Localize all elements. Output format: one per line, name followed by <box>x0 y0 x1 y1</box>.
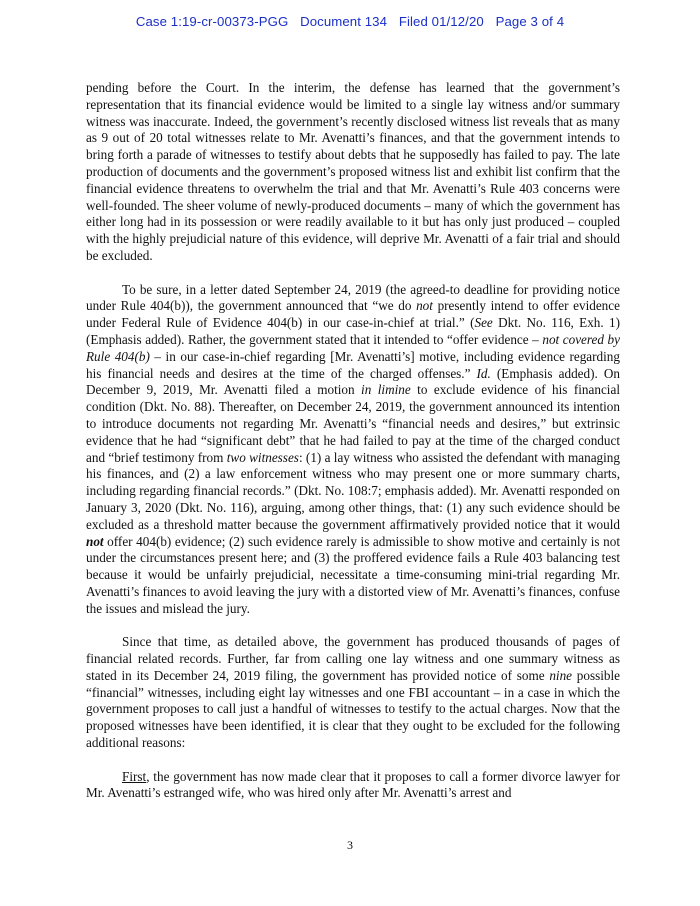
document-body <box>86 80 620 819</box>
case-number: Case 1:19-cr-00373-PGG <box>135 14 289 29</box>
document-number: Document 134 <box>300 14 388 29</box>
text-run: offer 404(b) evidence; (2) such evidence rarely is admissible to show motive and certainly is not under the circumstances present here; and (3) the proffered evidence fails a Rule 403 balancing test because it would be unfairly prejudicial, necessitate a time-consuming mini-trial regarding Mr. Avenatti’s finances to avoid leaving the jury with a distorted view of Mr. Avenatti’s finances, confuse the issues and mislead the jury. <box>86 533 620 616</box>
emphasis-text: nine <box>549 667 573 683</box>
paragraph-continued: pending before the Court. In the interim, the defense has learned that the government’s representation that its financial evidence would be limited to a single lay witness and/or summary witness was inaccurate. Indeed, the government’s recently disclosed witness list reveals that as many as 9 out of 20 total witnesses relate to Mr. Avenatti’s finances, and that the government intends to bring forth a parade of witnesses to testify about debts that he supposedly has failed to pay. The late production of documents and the government’s proposed witness list and exhibit list confirm that the financial evidence threatens to overwhelm the trial and that Mr. Avenatti’s Rule 403 concerns were well-founded. The sheer volume of newly-produced documents – many of which the government has either long had in its possession or were readily available to it but has only just produced – coupled with the highly prejudicial nature of this evidence, will deprive Mr. Avenatti of a fair trial and should be excluded. <box>86 80 620 263</box>
emphasis-text: See <box>474 315 493 331</box>
page-number: 3 <box>347 838 353 852</box>
emphasis-text: not <box>416 298 433 314</box>
page-indicator: Page 3 of 4 <box>495 14 565 29</box>
text-run: Dkt. No. 116, Exh. 1) (Emphasis added). Rather, the government stated that it intended to “offer evidence – <box>86 315 621 347</box>
strong-emphasis-text: not <box>86 533 104 549</box>
emphasis-text: not covered by Rule 404(b) <box>86 331 620 364</box>
text-run: (Emphasis added). On December 9, 2019, Mr. Avenatti filed a motion <box>86 365 620 398</box>
paragraph-first-reason <box>86 769 620 803</box>
text-run: : (1) a lay witness who assisted the defendant with managing his finances, and (2) a law enforcement witness who may present one or more summary charts, including regarding financial records.” (Dkt. No. 108:7; emphasis added). Mr. Avenatti responded on January 3, 2020 (Dkt. No. 116), arguing, among other things, that: (1) any such evidence should be excluded as a threshold matter because the government affirmatively provided notice that it would <box>86 449 620 532</box>
text-run: presently intend to offer evidence under Federal Rule of Evidence 404(b) in our case-in-chief at trial.” ( <box>86 298 620 331</box>
emphasis-text: two witnesses <box>226 449 299 465</box>
text-run: Since that time, as detailed above, the government has produced thousands of pages of financial related records. Further, far from calling one lay witness and one summary witness as stated in its December 24, 2019 filing, the government has provided notice of some <box>86 634 620 683</box>
text-run: to exclude evidence of his financial condition (Dkt. No. 88). Thereafter, on December 24, 2019, the government announced its intention to introduce documents not regarding Mr. Avenatti’s “financial needs and desires,” but extrinsic evidence that he had “significant debt” that he had failed to pay at the time of the charged conduct and “brief testimony from <box>86 382 620 465</box>
text-run: possible “financial” witnesses, including eight lay witnesses and one FBI accountant – in a case in which the government proposes to call just a handful of witnesses to testify to the actual charges. Now that the proposed witnesses have been identified, it is clear that they ought to be excluded for the following additional reasons: <box>86 667 620 751</box>
filed-date: Filed 01/12/20 <box>398 14 484 29</box>
paragraph-since-that-time <box>86 634 620 752</box>
text-run: – in our case-in-chief regarding [Mr. Avenatti’s] motive, including evidence regarding his financial needs and desires at the time of the charged offenses.” <box>86 348 620 381</box>
text-run: , the government has now made clear that it proposes to call a former divorce lawyer for Mr. Avenatti’s estranged wife, who was hired only after Mr. Avenatti’s arrest and <box>86 768 620 801</box>
text-run: To be sure, in a letter dated September 24, 2019 (the agreed-to deadline for providing notice under Rule 404(b)), the government announced that “we do <box>86 281 620 314</box>
paragraph-notice-history <box>86 282 620 618</box>
emphasis-text: in limine <box>361 382 411 398</box>
ecf-header <box>0 14 700 29</box>
emphasis-text: Id. <box>476 365 491 381</box>
first-heading: First <box>122 768 147 784</box>
